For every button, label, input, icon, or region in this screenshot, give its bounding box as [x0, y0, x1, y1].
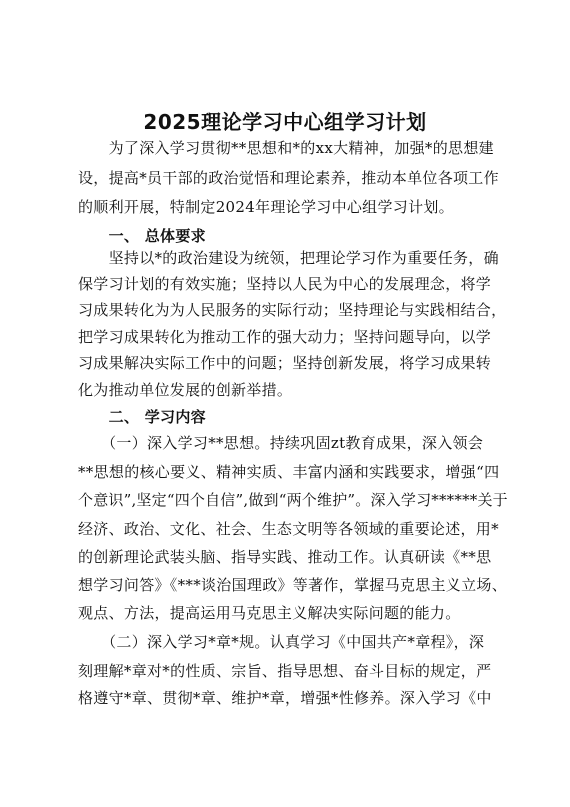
- paragraph-line: 个意识”,坚定“四个自信”,做到“两个维护”。深入学习******关于: [78, 491, 508, 509]
- paragraph-line: 为了深入学习贯彻**思想和*的xx大精神，加强*的思想建: [78, 139, 494, 157]
- paragraph-line: 的顺利开展，特制定2024年理论学习中心组学习计划。: [78, 198, 454, 216]
- paragraph-line: （一）深入学习**思想。持续巩固zt教育成果，深入领会: [78, 434, 484, 452]
- paragraph-line: 把学习成果转化为推动工作的强大动力；坚持问题导向，以学: [78, 328, 492, 346]
- paragraph-line: 经济、政治、文化、社会、生态文明等各领域的重要论述，用*: [78, 520, 499, 538]
- paragraph-line: 化为推动单位发展的创新举措。: [78, 381, 293, 399]
- paragraph-line: **思想的核心要义、精神实质、丰富内涵和实践要求，增强“四: [78, 463, 500, 481]
- document-title: 2025理论学习中心组学习计划: [143, 110, 427, 134]
- section-heading: 二、 学习内容: [78, 408, 206, 426]
- paragraph-line: 想学习问答》《***谈治国理政》等著作，掌握马克思主义立场、: [78, 576, 508, 594]
- paragraph-line: 刻理解*章对*的性质、宗旨、指导思想、奋斗目标的规定，严: [78, 662, 492, 680]
- paragraph-line: （二）深入学习*章*规。认真学习《中国共产*章程》，深: [78, 633, 485, 651]
- paragraph-line: 的创新理论武装头脑、指导实践、推动工作。认真研读《**思: [78, 548, 492, 566]
- section-heading: 一、 总体要求: [78, 227, 206, 245]
- paragraph-line: 习成果解决实际工作中的问题；坚持创新发展，将学习成果转: [78, 354, 492, 372]
- paragraph-line: 设，提高*员干部的政治觉悟和理论素养，推动本单位各项工作: [78, 169, 499, 187]
- paragraph-line: 格遵守*章、贯彻*章、维护*章，增强*性修养。深入学习《中: [78, 689, 492, 707]
- paragraph-line: 习成果转化为为人民服务的实际行动；坚持理论与实践相结合，: [78, 301, 507, 319]
- paragraph-line: 观点、方法，提高运用马克思主义解决实际问题的能力。: [78, 604, 461, 622]
- paragraph-line: 保学习计划的有效实施；坚持以人民为中心的发展理念，将学: [78, 275, 492, 293]
- paragraph-line: 坚持以*的政治建设为统领，把理论学习作为重要任务，确: [78, 249, 499, 267]
